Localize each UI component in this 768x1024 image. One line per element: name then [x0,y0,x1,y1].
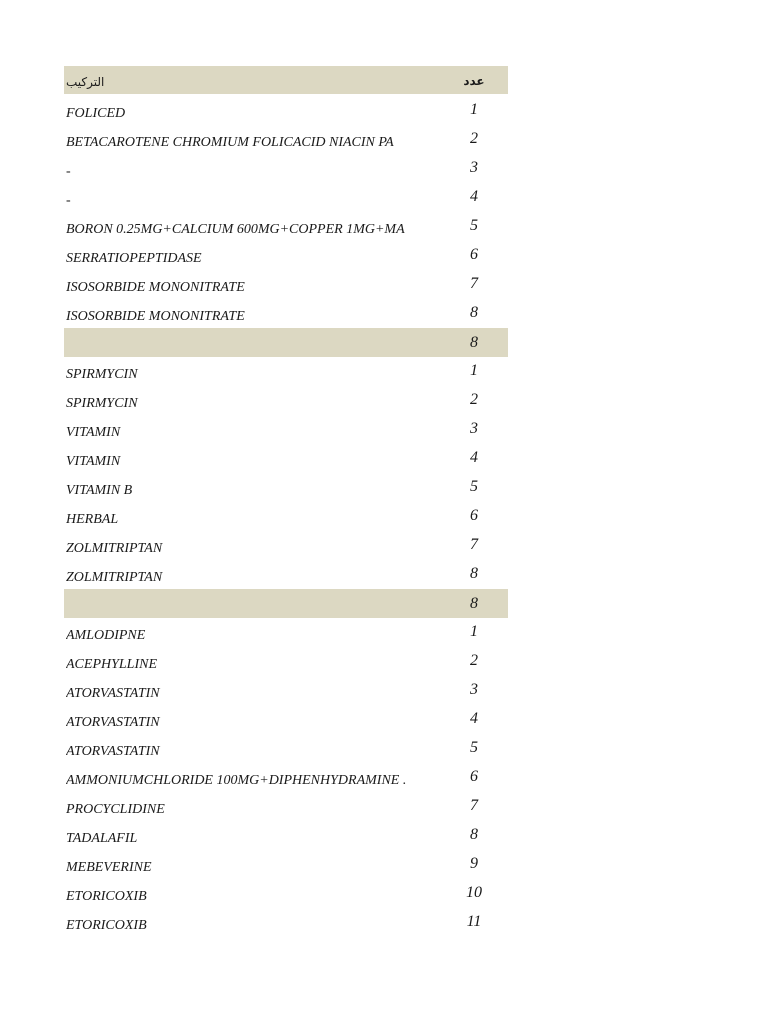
ingredient-cell: BETACAROTENE CHROMIUM FOLICACID NIACIN PA [66,135,394,150]
row-number-cell: 3 [470,420,478,437]
row-number-cell: 5 [470,217,478,234]
row-number-cell: 6 [470,507,478,524]
row-number-cell: 7 [470,797,478,814]
row-number-cell: 2 [470,652,478,669]
table-row [64,244,508,273]
table-row [64,737,508,766]
row-number-cell: 2 [470,130,478,147]
table-row [64,824,508,853]
ingredient-cell: HERBAL [66,512,119,527]
ingredient-cell: AMLODIPNE [66,628,146,643]
ingredient-cell: ATORVASTATIN [66,715,160,730]
table-row [64,708,508,737]
ingredient-cell: ETORICOXIB [66,918,147,933]
row-number-cell: 4 [470,449,478,466]
ingredient-cell: FOLICED [66,106,126,121]
row-number-cell: 6 [470,246,478,263]
table-row [64,360,508,389]
row-number-cell: 10 [466,884,482,901]
table-row [64,505,508,534]
table-row [64,215,508,244]
table-row [64,853,508,882]
row-number-cell: 7 [470,536,478,553]
table-row [64,621,508,650]
ingredient-cell: ISOSORBIDE MONONITRATE [66,280,245,295]
header-row [64,66,508,94]
ingredient-cell: ATORVASTATIN [66,686,160,701]
ingredient-cell: PROCYCLIDINE [66,802,165,817]
ingredient-cell: VITAMIN [66,425,121,440]
table-row [64,650,508,679]
ingredient-cell: ZOLMITRIPTAN [66,541,163,556]
ingredient-cell: ACEPHYLLINE [66,657,158,672]
row-number-cell: 1 [470,101,478,118]
ingredient-cell: - [66,193,71,208]
header-name-label: التركيب [66,75,105,89]
row-number-cell: 3 [470,159,478,176]
row-number-cell: 8 [470,565,478,582]
table-row [64,563,508,592]
table-row [64,447,508,476]
group-total-count: 8 [470,595,478,612]
ingredient-cell: ZOLMITRIPTAN [66,570,163,585]
ingredient-cell: AMMONIUMCHLORIDE 100MG+DIPHENHYDRAMINE . [66,773,407,788]
ingredient-cell: TADALAFIL [66,831,138,846]
ingredient-cell: SERRATIOPEPTIDASE [66,251,202,266]
ingredient-cell: SPIRMYCIN [66,396,138,411]
row-number-cell: 9 [470,855,478,872]
group-total-count: 8 [470,334,478,351]
ingredient-cell: ISOSORBIDE MONONITRATE [66,309,245,324]
header-count-label: عدد [463,74,485,88]
row-number-cell: 4 [470,710,478,727]
table-row [64,679,508,708]
group-total-row [64,589,508,618]
row-number-cell: 3 [470,681,478,698]
row-number-cell: 2 [470,391,478,408]
table-row [64,882,508,911]
table-row [64,476,508,505]
ingredient-cell: MEBEVERINE [66,860,152,875]
table-row [64,186,508,215]
row-number-cell: 7 [470,275,478,292]
ingredient-cell: VITAMIN B [66,483,133,498]
ingredient-cell: VITAMIN [66,454,121,469]
table-row [64,389,508,418]
table-row [64,795,508,824]
table-row [64,302,508,331]
row-number-cell: 5 [470,478,478,495]
row-number-cell: 4 [470,188,478,205]
group-total-row [64,328,508,357]
ingredient-cell: BORON 0.25MG+CALCIUM 600MG+COPPER 1MG+MA [66,222,405,237]
table-row [64,157,508,186]
table-row [64,273,508,302]
row-number-cell: 8 [470,826,478,843]
row-number-cell: 6 [470,768,478,785]
row-number-cell: 1 [470,362,478,379]
ingredient-cell: ATORVASTATIN [66,744,160,759]
table-row [64,534,508,563]
row-number-cell: 11 [466,913,482,930]
row-number-cell: 5 [470,739,478,756]
table-row [64,128,508,157]
row-number-cell: 8 [470,304,478,321]
row-number-cell: 1 [470,623,478,640]
ingredient-cell: - [66,164,71,179]
table-row [64,766,508,795]
ingredient-cell: SPIRMYCIN [66,367,138,382]
table-row [64,418,508,447]
ingredient-cell: ETORICOXIB [66,889,147,904]
table-row [64,911,508,940]
table-row [64,99,508,128]
